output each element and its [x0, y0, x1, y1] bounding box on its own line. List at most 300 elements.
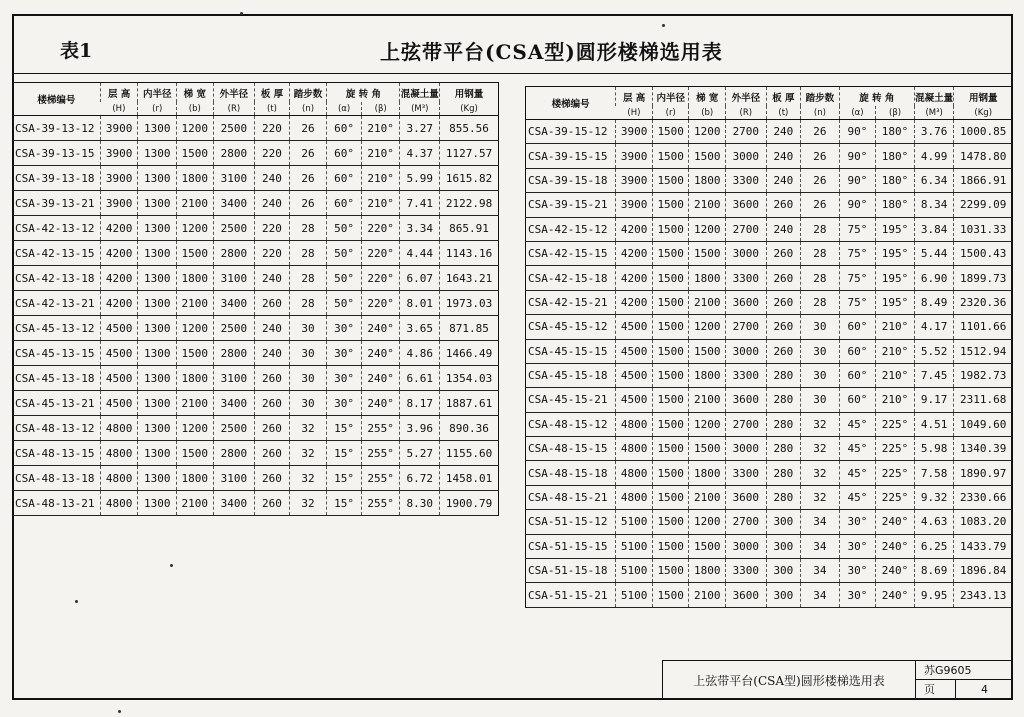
table-row — [526, 510, 1013, 534]
table-cell: 30° — [327, 391, 362, 416]
table-cell: 1101.66 — [954, 315, 1012, 339]
table-row — [13, 291, 499, 316]
table-cell: 4.44 — [400, 241, 440, 266]
table-cell: 26 — [289, 116, 327, 141]
stair-code-cell: CSA-51-15-12 — [526, 510, 616, 534]
table-cell: 3900 — [100, 116, 138, 141]
table-cell: 4500 — [100, 366, 138, 391]
table-cell: 260 — [255, 441, 290, 466]
table-cell: 60° — [839, 363, 876, 387]
table-cell: 1300 — [138, 116, 177, 141]
table-cell: 45° — [839, 437, 876, 461]
table-cell: 871.85 — [440, 316, 499, 341]
table-cell: 8.17 — [400, 391, 440, 416]
stair-code-cell: CSA-48-15-21 — [526, 485, 616, 509]
stair-code-cell: CSA-51-15-15 — [526, 534, 616, 558]
stair-code-cell: CSA-48-13-21 — [13, 491, 100, 516]
table-cell: 75° — [839, 217, 876, 241]
table-cell: 8.34 — [914, 193, 954, 217]
table-cell: 4.37 — [400, 141, 440, 166]
scan-speck — [662, 24, 665, 27]
table-cell: 1500 — [689, 144, 726, 168]
title-block-page-label: 页 — [916, 680, 956, 699]
table-cell: 2700 — [726, 315, 767, 339]
table-cell: 1800 — [689, 363, 726, 387]
table-cell: 4500 — [616, 363, 653, 387]
table-cell: 2800 — [213, 241, 255, 266]
table-cell: 3.27 — [400, 116, 440, 141]
stair-code-cell: CSA-45-13-18 — [13, 366, 100, 391]
table-cell: 2100 — [177, 291, 214, 316]
col-unit-b: (b) — [177, 102, 214, 116]
table-cell: 1300 — [138, 241, 177, 266]
table-cell: 180° — [876, 120, 915, 144]
table-cell: 90° — [839, 120, 876, 144]
table-cell: 34 — [801, 534, 840, 558]
col-header-outer-radius: 外半径 — [213, 83, 255, 103]
table-cell: 240 — [255, 191, 290, 216]
table-cell: 240° — [361, 391, 400, 416]
table-cell: 2100 — [177, 391, 214, 416]
table-cell: 30° — [327, 341, 362, 366]
table-cell: 1500 — [652, 583, 689, 607]
table-row — [526, 363, 1013, 387]
table-cell: 4800 — [100, 491, 138, 516]
table-cell: 1800 — [689, 266, 726, 290]
table-cell: 3.76 — [914, 120, 954, 144]
col-unit-outer-r: (R) — [726, 106, 767, 120]
table-cell: 9.17 — [914, 388, 954, 412]
col-header-concrete: 混凝土量 — [400, 83, 440, 103]
table-cell: 50° — [327, 266, 362, 291]
table-cell: 32 — [801, 461, 840, 485]
table-row — [13, 266, 499, 291]
table-cell: 1500 — [177, 141, 214, 166]
table-cell: 1433.79 — [954, 534, 1012, 558]
table-cell: 2100 — [177, 491, 214, 516]
table-cell: 6.34 — [914, 168, 954, 192]
table-cell: 4200 — [100, 266, 138, 291]
col-unit-n: (n) — [289, 102, 327, 116]
table-cell: 2122.98 — [440, 191, 499, 216]
table-number: 表1 — [60, 40, 93, 62]
table-row — [13, 466, 499, 491]
table-cell: 3600 — [726, 583, 767, 607]
table-cell: 255° — [361, 416, 400, 441]
table-cell: 7.58 — [914, 461, 954, 485]
table-cell: 1300 — [138, 416, 177, 441]
table-cell: 3900 — [616, 193, 653, 217]
table-cell: 3000 — [726, 241, 767, 265]
table-cell: 4800 — [100, 466, 138, 491]
table-cell: 195° — [876, 290, 915, 314]
table-cell: 3.96 — [400, 416, 440, 441]
table-cell: 1300 — [138, 466, 177, 491]
table-cell: 1500 — [652, 437, 689, 461]
table-cell: 1500 — [652, 266, 689, 290]
table-cell: 1900.79 — [440, 491, 499, 516]
table-cell: 3000 — [726, 339, 767, 363]
table-cell: 255° — [361, 491, 400, 516]
col-unit-kg: (Kg) — [954, 106, 1012, 120]
table-cell: 225° — [876, 437, 915, 461]
table-cell: 2100 — [177, 191, 214, 216]
table-cell: 2500 — [213, 216, 255, 241]
stair-code-cell: CSA-42-15-12 — [526, 217, 616, 241]
table-cell: 1890.97 — [954, 461, 1012, 485]
table-cell: 6.90 — [914, 266, 954, 290]
table-cell: 5100 — [616, 534, 653, 558]
table-row — [13, 191, 499, 216]
table-cell: 255° — [361, 466, 400, 491]
table-cell: 30 — [289, 341, 327, 366]
table-cell: 220 — [255, 141, 290, 166]
table-row — [526, 168, 1013, 192]
table-cell: 890.36 — [440, 416, 499, 441]
table-cell: 60° — [839, 315, 876, 339]
table-cell: 4500 — [616, 315, 653, 339]
table-cell: 1643.21 — [440, 266, 499, 291]
title-block-name: 上弦带平台(CSA型)圆形楼梯选用表 — [663, 661, 916, 699]
table-row — [13, 416, 499, 441]
table-row — [526, 485, 1013, 509]
table-cell: 1500 — [652, 485, 689, 509]
table-cell: 1300 — [138, 491, 177, 516]
table-cell: 1300 — [138, 266, 177, 291]
table-cell: 240 — [255, 341, 290, 366]
col-header-floor-height: 层 高 — [616, 87, 653, 107]
table-row — [526, 120, 1013, 144]
table-cell: 2800 — [213, 141, 255, 166]
table-cell: 15° — [327, 416, 362, 441]
table-cell: 30 — [801, 363, 840, 387]
stair-code-cell: CSA-45-15-15 — [526, 339, 616, 363]
table-cell: 60° — [327, 191, 362, 216]
table-cell: 4800 — [616, 437, 653, 461]
table-cell: 3900 — [616, 168, 653, 192]
table-cell: 75° — [839, 290, 876, 314]
table-cell: 300 — [766, 534, 801, 558]
table-cell: 1500 — [652, 241, 689, 265]
table-cell: 4500 — [100, 391, 138, 416]
table-cell: 1083.20 — [954, 510, 1012, 534]
table-cell: 2500 — [213, 116, 255, 141]
col-unit-t: (t) — [766, 106, 801, 120]
table-cell: 260 — [766, 290, 801, 314]
table-cell: 180° — [876, 168, 915, 192]
table-cell: 4200 — [100, 291, 138, 316]
stair-code-cell: CSA-45-15-18 — [526, 363, 616, 387]
col-unit-outer-r: (R) — [213, 102, 255, 116]
table-cell: 75° — [839, 241, 876, 265]
table-cell: 3900 — [616, 120, 653, 144]
table-cell: 1800 — [177, 166, 214, 191]
table-cell: 1800 — [177, 366, 214, 391]
table-cell: 210° — [361, 166, 400, 191]
table-cell: 260 — [255, 416, 290, 441]
table-cell: 5.98 — [914, 437, 954, 461]
table-row — [526, 144, 1013, 168]
col-unit-alpha: (α) — [327, 102, 362, 116]
table-cell: 50° — [327, 291, 362, 316]
table-cell: 30 — [801, 388, 840, 412]
table-cell: 28 — [289, 216, 327, 241]
table-cell: 75° — [839, 266, 876, 290]
table-cell: 45° — [839, 461, 876, 485]
table-cell: 280 — [766, 363, 801, 387]
col-header-steps: 踏步数 — [289, 83, 327, 103]
table-cell: 2800 — [213, 341, 255, 366]
table-cell: 1500 — [177, 341, 214, 366]
table-cell: 1300 — [138, 366, 177, 391]
col-unit-t: (t) — [255, 102, 290, 116]
table-cell: 220 — [255, 241, 290, 266]
stair-code-cell: CSA-39-15-15 — [526, 144, 616, 168]
left-spec-table — [13, 82, 499, 516]
stair-code-cell: CSA-42-15-21 — [526, 290, 616, 314]
table-cell: 5.27 — [400, 441, 440, 466]
stair-code-cell: CSA-39-13-15 — [13, 141, 100, 166]
table-cell: 8.30 — [400, 491, 440, 516]
table-cell: 220° — [361, 216, 400, 241]
col-unit-r: (r) — [138, 102, 177, 116]
table-cell: 1200 — [689, 510, 726, 534]
table-cell: 220 — [255, 216, 290, 241]
col-header-steel: 用钢量 — [440, 83, 499, 103]
table-row — [526, 461, 1013, 485]
table-cell: 4500 — [616, 339, 653, 363]
table-cell: 1800 — [177, 266, 214, 291]
table-cell: 260 — [255, 291, 290, 316]
table-cell: 240° — [361, 341, 400, 366]
table-cell: 90° — [839, 168, 876, 192]
table-cell: 260 — [766, 339, 801, 363]
table-row — [526, 290, 1013, 314]
stair-code-cell: CSA-39-13-18 — [13, 166, 100, 191]
table-cell: 6.61 — [400, 366, 440, 391]
col-unit-kg: (Kg) — [440, 102, 499, 116]
table-cell: 1031.33 — [954, 217, 1012, 241]
table-cell: 3.34 — [400, 216, 440, 241]
table-cell: 34 — [801, 583, 840, 607]
table-cell: 1973.03 — [440, 291, 499, 316]
table-cell: 2700 — [726, 120, 767, 144]
table-row — [526, 241, 1013, 265]
table-row — [526, 193, 1013, 217]
table-cell: 1500 — [652, 217, 689, 241]
stair-code-cell: CSA-48-15-12 — [526, 412, 616, 436]
table-cell: 1500 — [652, 559, 689, 583]
table-cell: 3900 — [616, 144, 653, 168]
page-title: 上弦带平台(CSA型)圆形楼梯选用表 — [380, 40, 723, 64]
stair-code-cell: CSA-45-13-12 — [13, 316, 100, 341]
table-cell: 3600 — [726, 388, 767, 412]
table-cell: 220° — [361, 266, 400, 291]
table-cell: 4200 — [616, 290, 653, 314]
table-cell: 3300 — [726, 266, 767, 290]
table-cell: 90° — [839, 144, 876, 168]
title-divider — [13, 73, 1012, 74]
table-cell: 240 — [766, 168, 801, 192]
table-cell: 3300 — [726, 461, 767, 485]
table-cell: 855.56 — [440, 116, 499, 141]
table-cell: 3600 — [726, 290, 767, 314]
table-cell: 240 — [766, 144, 801, 168]
table-row — [13, 441, 499, 466]
table-cell: 2100 — [689, 485, 726, 509]
table-cell: 1500 — [689, 339, 726, 363]
col-unit-r: (r) — [652, 106, 689, 120]
table-cell: 240 — [255, 316, 290, 341]
table-cell: 210° — [876, 363, 915, 387]
table-row — [13, 366, 499, 391]
table-cell: 1500 — [652, 363, 689, 387]
table-cell: 4200 — [100, 216, 138, 241]
stair-code-cell: CSA-39-15-12 — [526, 120, 616, 144]
table-cell: 50° — [327, 216, 362, 241]
table-cell: 2330.66 — [954, 485, 1012, 509]
table-cell: 4.99 — [914, 144, 954, 168]
table-row — [526, 412, 1013, 436]
table-cell: 30° — [327, 366, 362, 391]
table-cell: 30° — [327, 316, 362, 341]
stair-code-cell: CSA-48-15-15 — [526, 437, 616, 461]
table-cell: 1500 — [652, 168, 689, 192]
table-cell: 1500 — [177, 441, 214, 466]
table-cell: 240° — [876, 559, 915, 583]
table-cell: 8.49 — [914, 290, 954, 314]
table-cell: 32 — [289, 491, 327, 516]
col-header-stair-width: 梯 宽 — [177, 83, 214, 103]
table-cell: 7.41 — [400, 191, 440, 216]
table-cell: 2343.13 — [954, 583, 1012, 607]
table-row — [13, 316, 499, 341]
stair-code-cell: CSA-45-13-21 — [13, 391, 100, 416]
table-cell: 4500 — [100, 341, 138, 366]
table-cell: 2700 — [726, 412, 767, 436]
table-cell: 3000 — [726, 437, 767, 461]
table-cell: 4800 — [616, 412, 653, 436]
table-cell: 3000 — [726, 144, 767, 168]
table-cell: 1200 — [689, 120, 726, 144]
table-cell: 30° — [839, 510, 876, 534]
col-header-rotation-angle: 旋 转 角 — [327, 83, 400, 103]
table-cell: 5100 — [616, 583, 653, 607]
table-cell: 3000 — [726, 534, 767, 558]
table-cell: 32 — [289, 416, 327, 441]
table-cell: 300 — [766, 559, 801, 583]
table-row — [526, 217, 1013, 241]
stair-code-cell: CSA-48-13-18 — [13, 466, 100, 491]
table-cell: 28 — [289, 241, 327, 266]
stair-code-cell: CSA-39-15-21 — [526, 193, 616, 217]
table-cell: 4500 — [100, 316, 138, 341]
table-cell: 3400 — [213, 391, 255, 416]
table-cell: 30 — [801, 339, 840, 363]
stair-code-cell: CSA-42-15-18 — [526, 266, 616, 290]
table-cell: 4800 — [100, 416, 138, 441]
table-cell: 280 — [766, 412, 801, 436]
table-cell: 280 — [766, 388, 801, 412]
table-cell: 8.01 — [400, 291, 440, 316]
table-cell: 2500 — [213, 316, 255, 341]
table-cell: 260 — [766, 241, 801, 265]
table-cell: 2700 — [726, 510, 767, 534]
table-cell: 1500 — [652, 461, 689, 485]
table-cell: 1200 — [689, 412, 726, 436]
table-cell: 5100 — [616, 510, 653, 534]
table-cell: 225° — [876, 461, 915, 485]
table-cell: 1155.60 — [440, 441, 499, 466]
table-cell: 9.32 — [914, 485, 954, 509]
table-cell: 1300 — [138, 441, 177, 466]
table-cell: 260 — [255, 366, 290, 391]
table-cell: 1887.61 — [440, 391, 499, 416]
col-unit-h: (H) — [616, 106, 653, 120]
table-cell: 1300 — [138, 291, 177, 316]
col-unit-m3: (M³) — [400, 102, 440, 116]
table-cell: 1300 — [138, 391, 177, 416]
col-unit-b: (b) — [689, 106, 726, 120]
table-cell: 3400 — [213, 191, 255, 216]
table-cell: 4200 — [100, 241, 138, 266]
table-cell: 28 — [801, 290, 840, 314]
table-cell: 34 — [801, 510, 840, 534]
table-cell: 2299.09 — [954, 193, 1012, 217]
table-cell: 32 — [801, 485, 840, 509]
table-cell: 210° — [876, 339, 915, 363]
table-cell: 240 — [255, 266, 290, 291]
table-cell: 1200 — [177, 416, 214, 441]
stair-code-cell: CSA-42-13-15 — [13, 241, 100, 266]
col-unit-beta: (β) — [361, 102, 400, 116]
table-cell: 2700 — [726, 217, 767, 241]
stair-code-cell: CSA-42-13-18 — [13, 266, 100, 291]
table-cell: 2100 — [689, 583, 726, 607]
table-cell: 240 — [255, 166, 290, 191]
table-cell: 4800 — [100, 441, 138, 466]
table-cell: 1500 — [652, 193, 689, 217]
table-cell: 4800 — [616, 461, 653, 485]
table-cell: 45° — [839, 412, 876, 436]
table-cell: 1500 — [652, 534, 689, 558]
col-header-stair-code: 楼梯编号 — [526, 87, 616, 120]
table-cell: 2100 — [689, 193, 726, 217]
table-row — [13, 116, 499, 141]
table-cell: 2100 — [689, 290, 726, 314]
table-cell: 32 — [289, 441, 327, 466]
col-header-stair-width: 梯 宽 — [689, 87, 726, 107]
stair-code-cell: CSA-48-13-15 — [13, 441, 100, 466]
table-cell: 1300 — [138, 341, 177, 366]
table-cell: 28 — [801, 217, 840, 241]
table-cell: 4.86 — [400, 341, 440, 366]
table-cell: 1300 — [138, 191, 177, 216]
table-cell: 220° — [361, 291, 400, 316]
table-cell: 1466.49 — [440, 341, 499, 366]
col-header-slab-thickness: 板 厚 — [255, 83, 290, 103]
table-cell: 90° — [839, 193, 876, 217]
stair-code-cell: CSA-51-15-21 — [526, 583, 616, 607]
table-cell: 300 — [766, 510, 801, 534]
table-cell: 1000.85 — [954, 120, 1012, 144]
table-cell: 240° — [361, 366, 400, 391]
table-row — [526, 583, 1013, 607]
table-cell: 5100 — [616, 559, 653, 583]
table-cell: 255° — [361, 441, 400, 466]
table-row — [526, 437, 1013, 461]
table-cell: 300 — [766, 583, 801, 607]
